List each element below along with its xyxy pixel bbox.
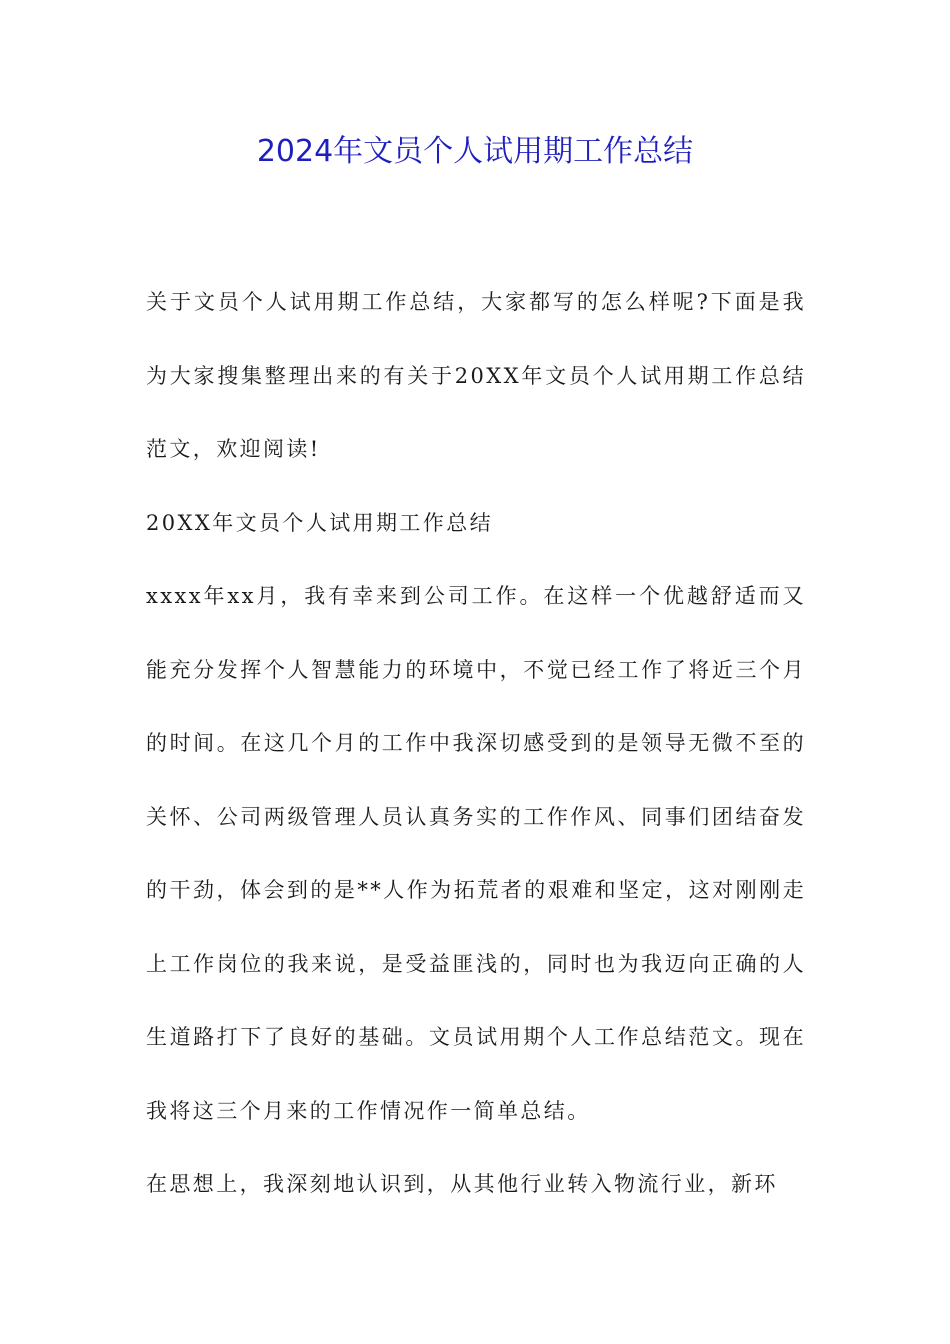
paragraph-main: xxxx年xx月，我有幸来到公司工作。在这样一个优越舒适而又能充分发挥个人智慧能力的环境中，不觉已经工作了将近三个月的时间。在这几个月的工作中我深切感受到的是领导无微不至的关怀、公司两级管理人员认真务实的工作作风、同事们团结奋发的干劲，体会到的是**人作为拓荒者的艰难和坚定，这对刚刚走上工作岗位的我来说，是受益匪浅的，同时也为我迈向正确的人生道路打下了良好的基础。文员试用期个人工作总结范文。现在我将这三个月来的工作情况作一简单总结。 [146,584,806,1123]
document-body [146,266,806,1222]
paragraph-subheading: 20XX年文员个人试用期工作总结 [146,510,494,535]
document-title: 2024年文员个人试用期工作总结 [256,134,694,169]
paragraph-thought: 在思想上，我深刻地认识到，从其他行业转入物流行业，新环 [146,1172,778,1196]
paragraph-intro: 关于文员个人试用期工作总结，大家都写的怎么样呢?下面是我为大家搜集整理出来的有关于20XX年文员个人试用期工作总结范文，欢迎阅读! [146,290,806,461]
